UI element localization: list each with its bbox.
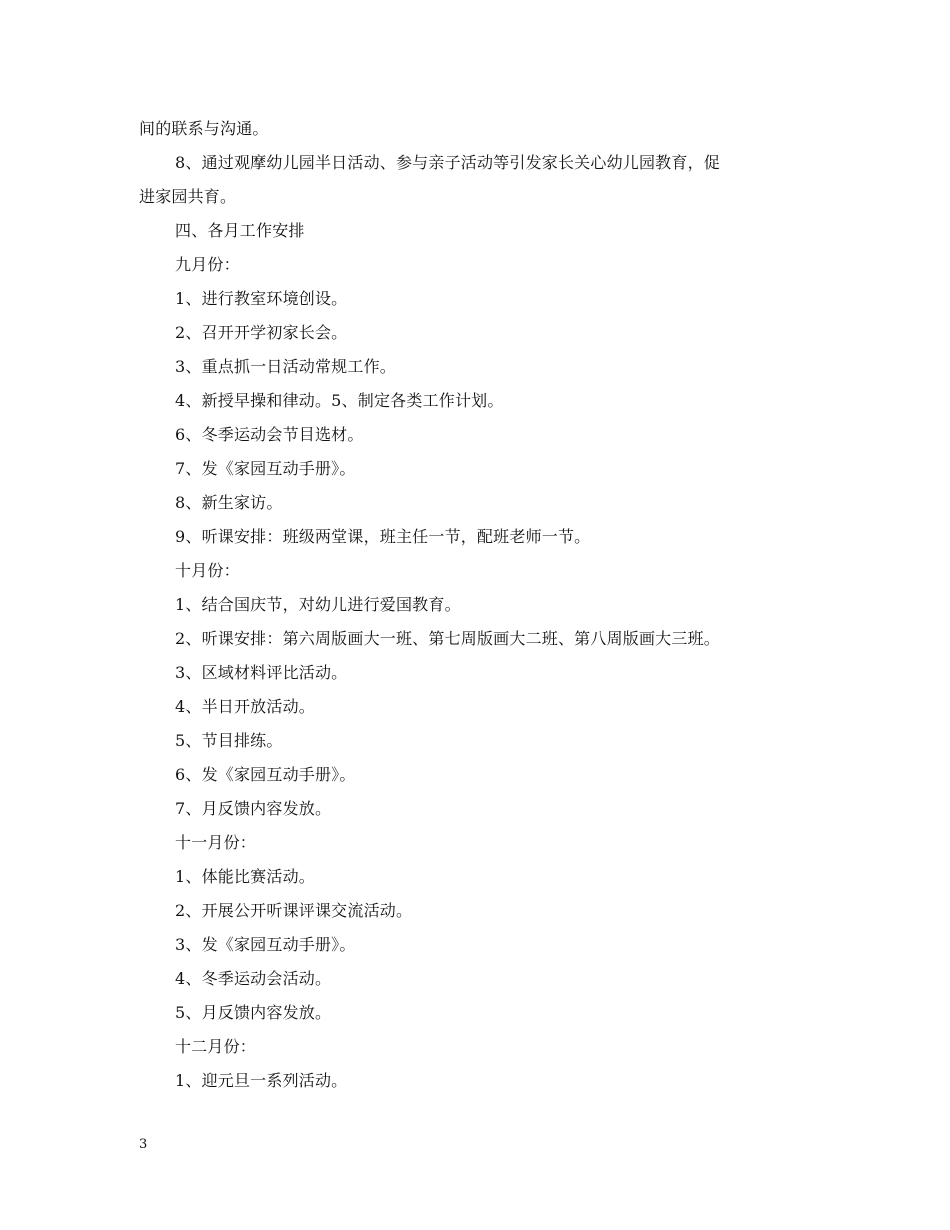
month-heading: 九月份： [175, 255, 240, 274]
page-number: 3 [139, 1137, 148, 1152]
list-item: 3、区域材料评比活动。 [175, 663, 348, 682]
list-item: 9、听课安排：班级两堂课，班主任一节，配班老师一节。 [175, 527, 591, 546]
month-heading: 十月份： [175, 561, 240, 580]
list-item: 5、节目排练。 [175, 731, 283, 750]
list-item: 1、体能比赛活动。 [175, 867, 315, 886]
list-item: 5、月反馈内容发放。 [175, 1003, 332, 1022]
list-item: 1、迎元旦一系列活动。 [175, 1071, 348, 1090]
list-item: 4、半日开放活动。 [175, 697, 315, 716]
list-item: 1、进行教室环境创设。 [175, 289, 348, 308]
list-item: 2、召开开学初家长会。 [175, 323, 348, 342]
text-line: 8、通过观摩幼儿园半日活动、参与亲子活动等引发家长关心幼儿园教育，促 [175, 153, 720, 172]
list-item: 7、发《家园互动手册》。 [175, 459, 356, 478]
list-item: 6、冬季运动会节目选材。 [175, 425, 364, 444]
list-item: 1、结合国庆节，对幼儿进行爱国教育。 [175, 595, 461, 614]
list-item: 8、新生家访。 [175, 493, 283, 512]
text-line: 进家园共育。 [139, 187, 237, 206]
list-item: 2、听课安排：第六周版画大一班、第七周版画大二班、第八周版画大三班。 [175, 629, 720, 648]
text-line: 间的联系与沟通。 [139, 119, 269, 138]
month-heading: 十二月份： [175, 1037, 257, 1056]
list-item: 2、开展公开听课评课交流活动。 [175, 901, 413, 920]
month-heading: 十一月份： [175, 833, 257, 852]
list-item: 7、月反馈内容发放。 [175, 799, 332, 818]
list-item: 4、冬季运动会活动。 [175, 969, 332, 988]
list-item: 3、重点抓一日活动常规工作。 [175, 357, 396, 376]
section-heading: 四、各月工作安排 [175, 221, 305, 240]
list-item: 3、发《家园互动手册》。 [175, 935, 356, 954]
list-item: 6、发《家园互动手册》。 [175, 765, 356, 784]
list-item: 4、新授早操和律动。5、制定各类工作计划。 [175, 391, 504, 410]
